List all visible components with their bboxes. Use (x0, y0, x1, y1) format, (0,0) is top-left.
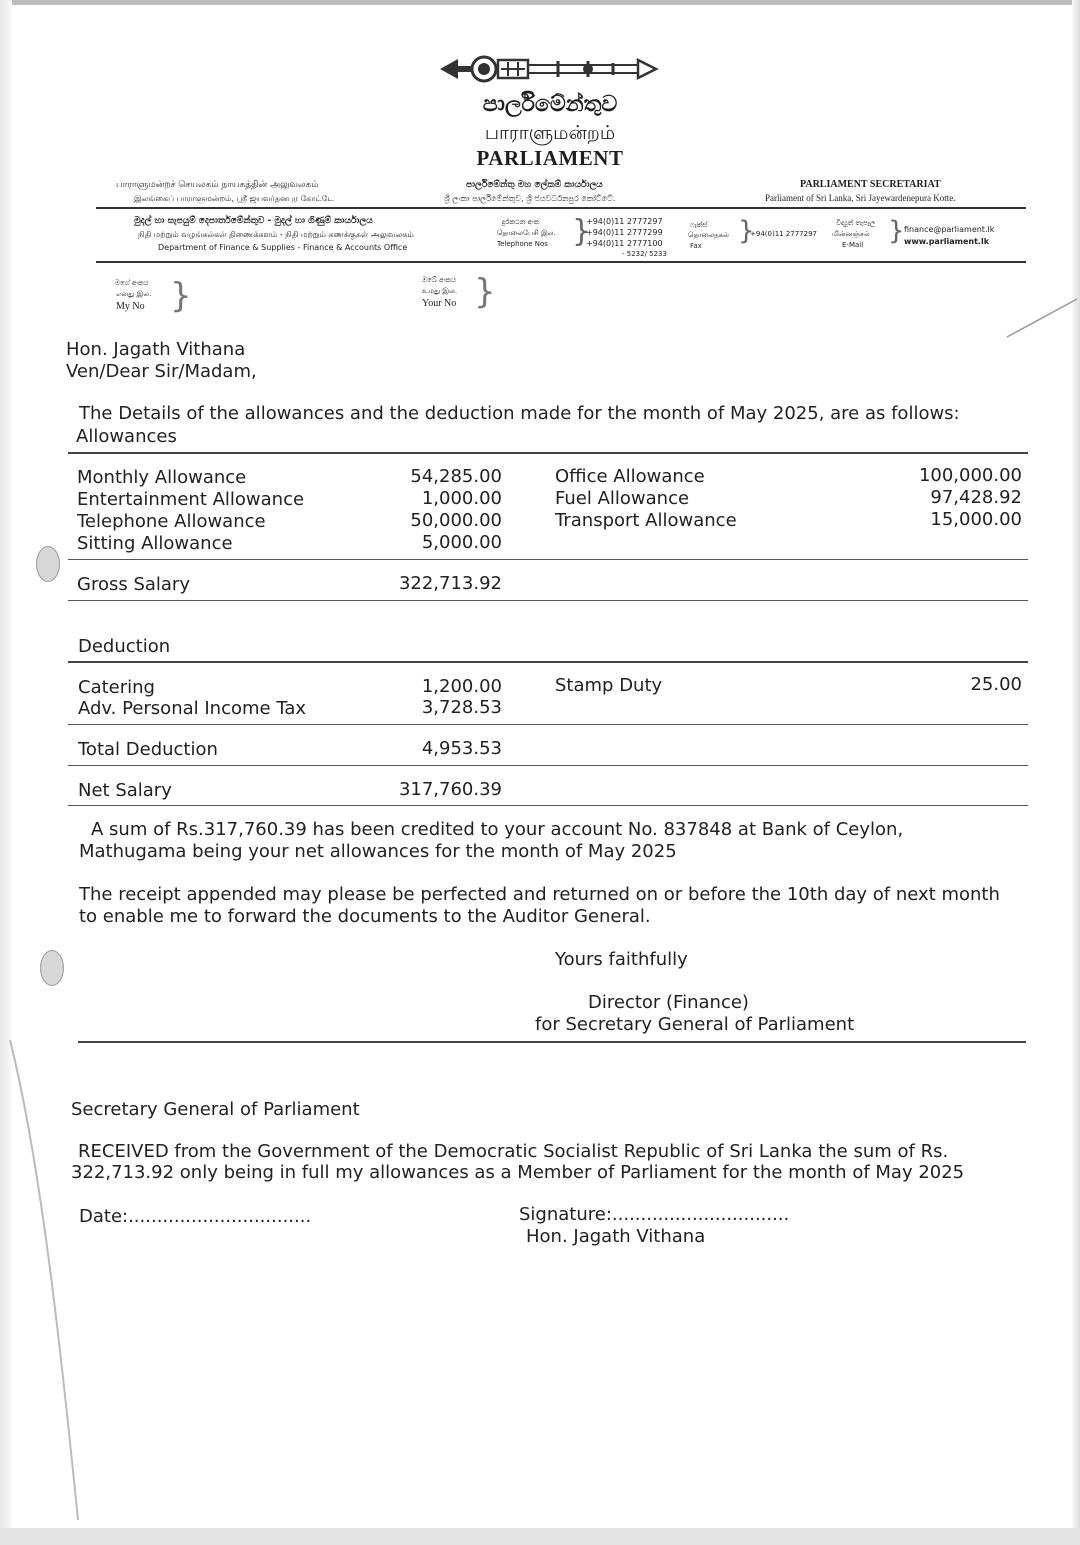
website-address: www.parliament.lk (904, 237, 990, 246)
allowance-label-sitting: Sitting Allowance (77, 533, 233, 554)
receipt-date-field: Date:................................ (79, 1206, 312, 1227)
deduction-label-stamp-duty: Stamp Duty (555, 675, 663, 696)
deduction-amount-stamp-duty: 25.00 (970, 674, 1022, 695)
letterhead-right-line2: Parliament of Sri Lanka, Sri Jayewardenepura Kotte. (765, 193, 956, 203)
intro-text: The Details of the allowances and the deduction made for the month of May 2025, are as follows: (79, 403, 960, 424)
letterhead-center-line1: පාර්ලිමේන්තු මහ ලේකම් කාර්යාලය (466, 180, 603, 190)
net-salary-amount: 317,760.39 (398, 779, 502, 800)
deduction-label-catering: Catering (78, 677, 155, 698)
fax-number: +94(0)11 2777297 (750, 230, 817, 238)
deduction-amount-catering: 1,200.00 (421, 676, 502, 697)
your-no-label-tamil: உமது இல. (422, 287, 458, 295)
department-name-english: Department of Finance & Supplies - Finance & Accounts Office (158, 243, 408, 252)
allowance-amount-monthly: 54,285.00 (410, 466, 502, 487)
letterhead-name-sinhala: පාර්ලිමේන්තුව (482, 92, 618, 117)
net-salary-divider (68, 805, 1028, 806)
fax-label-tamil: தொலைநகல் (688, 231, 729, 239)
punch-hole-top (36, 546, 60, 582)
net-salary-label: Net Salary (78, 780, 172, 801)
allowance-label-transport: Transport Allowance (555, 510, 737, 531)
credit-statement-line2: Mathugama being your net allowances for the month of May 2025 (79, 841, 677, 862)
letterhead-name-english: PARLIAMENT (476, 146, 624, 170)
paper-fold-line (0, 1040, 80, 1520)
email-brace-icon: } (888, 216, 905, 246)
pen-mark (1005, 295, 1080, 340)
allowance-amount-telephone: 50,000.00 (410, 510, 502, 531)
your-no-label-sinhala: ඔබේ අංකය (422, 276, 456, 284)
email-label-sinhala: විද්‍යුත් තැපෑල (836, 219, 876, 227)
my-no-brace-icon: } (170, 276, 192, 316)
credit-statement-line1: A sum of Rs.317,760.39 has been credited to your account No. 837848 at Bank of Ceylon, (91, 819, 904, 840)
telephone-label-english: Telephone Nos (497, 240, 548, 248)
email-label-tamil: மின்னஞ்சல் (832, 230, 870, 238)
allowance-label-fuel: Fuel Allowance (555, 488, 690, 509)
deduction-bottom-divider (68, 724, 1028, 725)
department-name-tamil: நிதி மற்றும் வழங்கல்கள் திணைக்களம் - நிதி மற்றும் கணக்குகள் அலுவலகம் (138, 230, 414, 239)
allowance-amount-entertainment: 1,000.00 (421, 488, 502, 509)
receipt-statement-line2: 322,713.92 only being in full my allowances as a Member of Parliament for the month of May 2025 (71, 1162, 965, 1183)
signatory-for: for Secretary General of Parliament (535, 1014, 855, 1035)
telephone-label-sinhala: දුරකථන අංක (502, 218, 540, 226)
total-deduction-divider (68, 765, 1028, 766)
deduction-label-income-tax: Adv. Personal Income Tax (78, 698, 307, 719)
receipt-signature-field: Signature:............................... (519, 1204, 790, 1225)
signatory-title: Director (Finance) (588, 992, 749, 1013)
parliament-mace-crest-icon (438, 52, 660, 86)
letterhead-right-line1: PARLIAMENT SECRETARIAT (800, 179, 941, 190)
allowances-bottom-divider (68, 559, 1028, 560)
telephone-number-1: +94(0)11 2777297 (586, 217, 663, 226)
allowance-amount-fuel: 97,428.92 (930, 487, 1022, 508)
fax-brace-icon: } (738, 216, 755, 246)
my-no-label-english: My No (116, 301, 145, 312)
my-no-label-tamil: எனது இல. (116, 290, 152, 298)
email-address: finance@parliament.lk (904, 225, 995, 234)
scan-bottom-edge (0, 1528, 1080, 1545)
addressee-name: Hon. Jagath Vithana (66, 339, 246, 360)
total-deduction-label: Total Deduction (78, 739, 218, 760)
allowance-amount-sitting: 5,000.00 (421, 532, 502, 553)
letterhead-name-tamil: பாராளுமன்றம் (484, 122, 616, 144)
allowance-label-entertainment: Entertainment Allowance (77, 489, 305, 510)
gross-salary-amount: 322,713.92 (398, 573, 502, 594)
telephone-number-2: +94(0)11 2777299 (586, 228, 663, 237)
receipt-addressee: Secretary General of Parliament (71, 1099, 360, 1120)
receipt-instruction-line1: The receipt appended may please be perfected and returned on or before the 10th day of next month (79, 884, 1000, 905)
telephone-extension: - 5232/ 5233 (622, 250, 667, 258)
letterhead-divider-bottom (96, 261, 1026, 263)
telephone-number-3: +94(0)11 2777100 (586, 239, 663, 248)
email-label-english: E-Mail (842, 241, 864, 249)
deduction-amount-income-tax: 3,728.53 (421, 697, 502, 718)
scan-top-edge (0, 0, 1080, 5)
letterhead-left-line1: பாராளுமன்றச் செயலகம் நாயகத்தின் அலுவலகம் (116, 180, 319, 190)
allowance-amount-office: 100,000.00 (918, 465, 1022, 486)
gross-salary-label: Gross Salary (77, 574, 190, 595)
fax-label-sinhala: ෆැක්ස් (690, 221, 708, 229)
gross-divider (68, 600, 1028, 601)
closing-yours-faithfully: Yours faithfully (555, 949, 688, 970)
your-no-label-english: Your No (422, 298, 457, 309)
receipt-separator (78, 1041, 1026, 1043)
allowance-label-monthly: Monthly Allowance (77, 467, 247, 488)
allowances-divider (68, 452, 1028, 454)
allowance-label-office: Office Allowance (555, 466, 705, 487)
letterhead-left-line2: இலங்கைப் பாராளுமன்றம், ஸ்ரீ ஜயவர்தனபுர கோட்டே (134, 194, 334, 203)
allowance-label-telephone: Telephone Allowance (77, 511, 266, 532)
your-no-brace-icon: } (474, 272, 496, 312)
scan-right-edge (1072, 0, 1080, 1545)
receipt-statement-line1: RECEIVED from the Government of the Democratic Socialist Republic of Sri Lanka the sum of Rs. (78, 1141, 949, 1162)
punch-hole-bottom (40, 950, 64, 986)
total-deduction-amount: 4,953.53 (421, 738, 502, 759)
telephone-label-tamil: தொலைபேசி இல. (497, 229, 556, 237)
receipt-instruction-line2: to enable me to forward the documents to the Auditor General. (79, 906, 651, 927)
allowance-amount-transport: 15,000.00 (930, 509, 1022, 530)
receipt-signatory-name: Hon. Jagath Vithana (526, 1226, 706, 1247)
allowances-heading: Allowances (76, 426, 177, 447)
telephone-brace-icon: } (572, 214, 592, 249)
fax-label-english: Fax (690, 242, 702, 250)
letterhead-center-line2: ශ්‍රී ලංකා පාර්ලිමේන්තුව, ශ්‍රී ජයවර්ධනපුර කෝට්ටේ. (444, 194, 616, 203)
letterhead-divider-top (96, 207, 1026, 209)
deduction-heading: Deduction (78, 636, 171, 657)
my-no-label-sinhala: මගේ අංකය (115, 279, 149, 287)
salutation: Ven/Dear Sir/Madam, (66, 361, 257, 382)
department-name-sinhala: මුදල් හා සැපයුම් දෙපාර්තමේන්තුව - මුදල් හා ගිණුම් කාර්යාලය (134, 216, 373, 226)
deduction-divider (68, 661, 1028, 663)
